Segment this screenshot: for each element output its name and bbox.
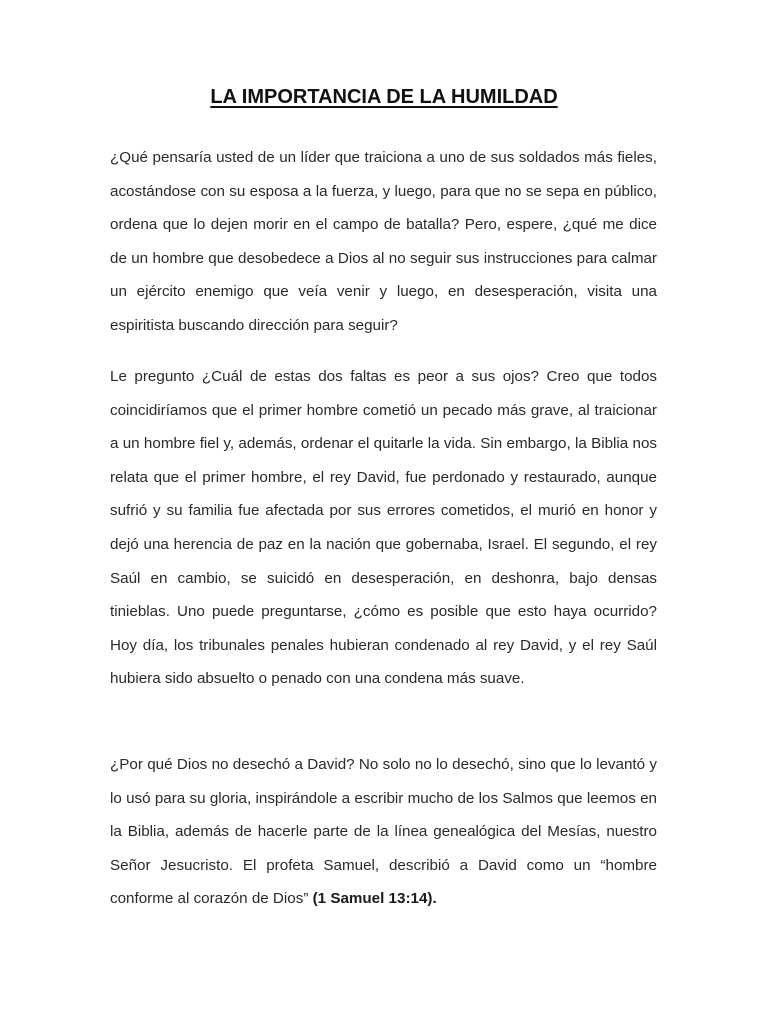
document-title: LA IMPORTANCIA DE LA HUMILDAD [210, 86, 558, 108]
paragraph-1: ¿Qué pensaría usted de un líder que traiciona a uno de sus soldados más fieles, acostándose con su esposa a la fuerza, y luego, para que no se sepa en público, ordena que lo dejen morir en el campo de batalla? Pero, espere, ¿qué me dice de un hombre que desobedece a Dios al no seguir sus instrucciones para calmar un ejército enemigo que veía venir y luego, en desesperación, visita una espiritista buscando dirección para seguir? [110, 149, 657, 334]
paragraph-2: Le pregunto ¿Cuál de estas dos faltas es peor a sus ojos? Creo que todos coincidiríamos que el primer hombre cometió un pecado más grave, al traicionar a un hombre fiel y, además, ordenar el quitarle la vida. Sin embargo, la Biblia nos relata que el primer hombre, el rey David, fue perdonado y restaurado, aunque sufrió y su familia fue afectada por sus errores cometidos, el murió en honor y dejó una herencia de paz en la nación que gobernaba, Israel. El segundo, el rey Saúl en cambio, se suicidó en desesperación, en deshonra, bajo densas tinieblas. Uno puede preguntarse, ¿cómo es posible que esto haya ocurrido? Hoy día, los tribunales penales hubieran condenado al rey David, y el rey Saúl hubiera sido absuelto o penado con una condena más suave. [110, 368, 657, 688]
paragraph-3-text: ¿Por qué Dios no desechó a David? No solo no lo desechó, sino que lo levantó y lo usó para su gloria, inspirándole a escribir mucho de los Salmos que leemos en la Biblia, además de hacerle parte de la línea genealógica del Mesías, nuestro Señor Jesucristo. El profeta Samuel, describió a David como un “hombre conforme al corazón de Dios” [110, 756, 657, 908]
paragraph-3 [110, 748, 657, 916]
bible-reference: (1 Samuel 13:14). [308, 890, 437, 908]
